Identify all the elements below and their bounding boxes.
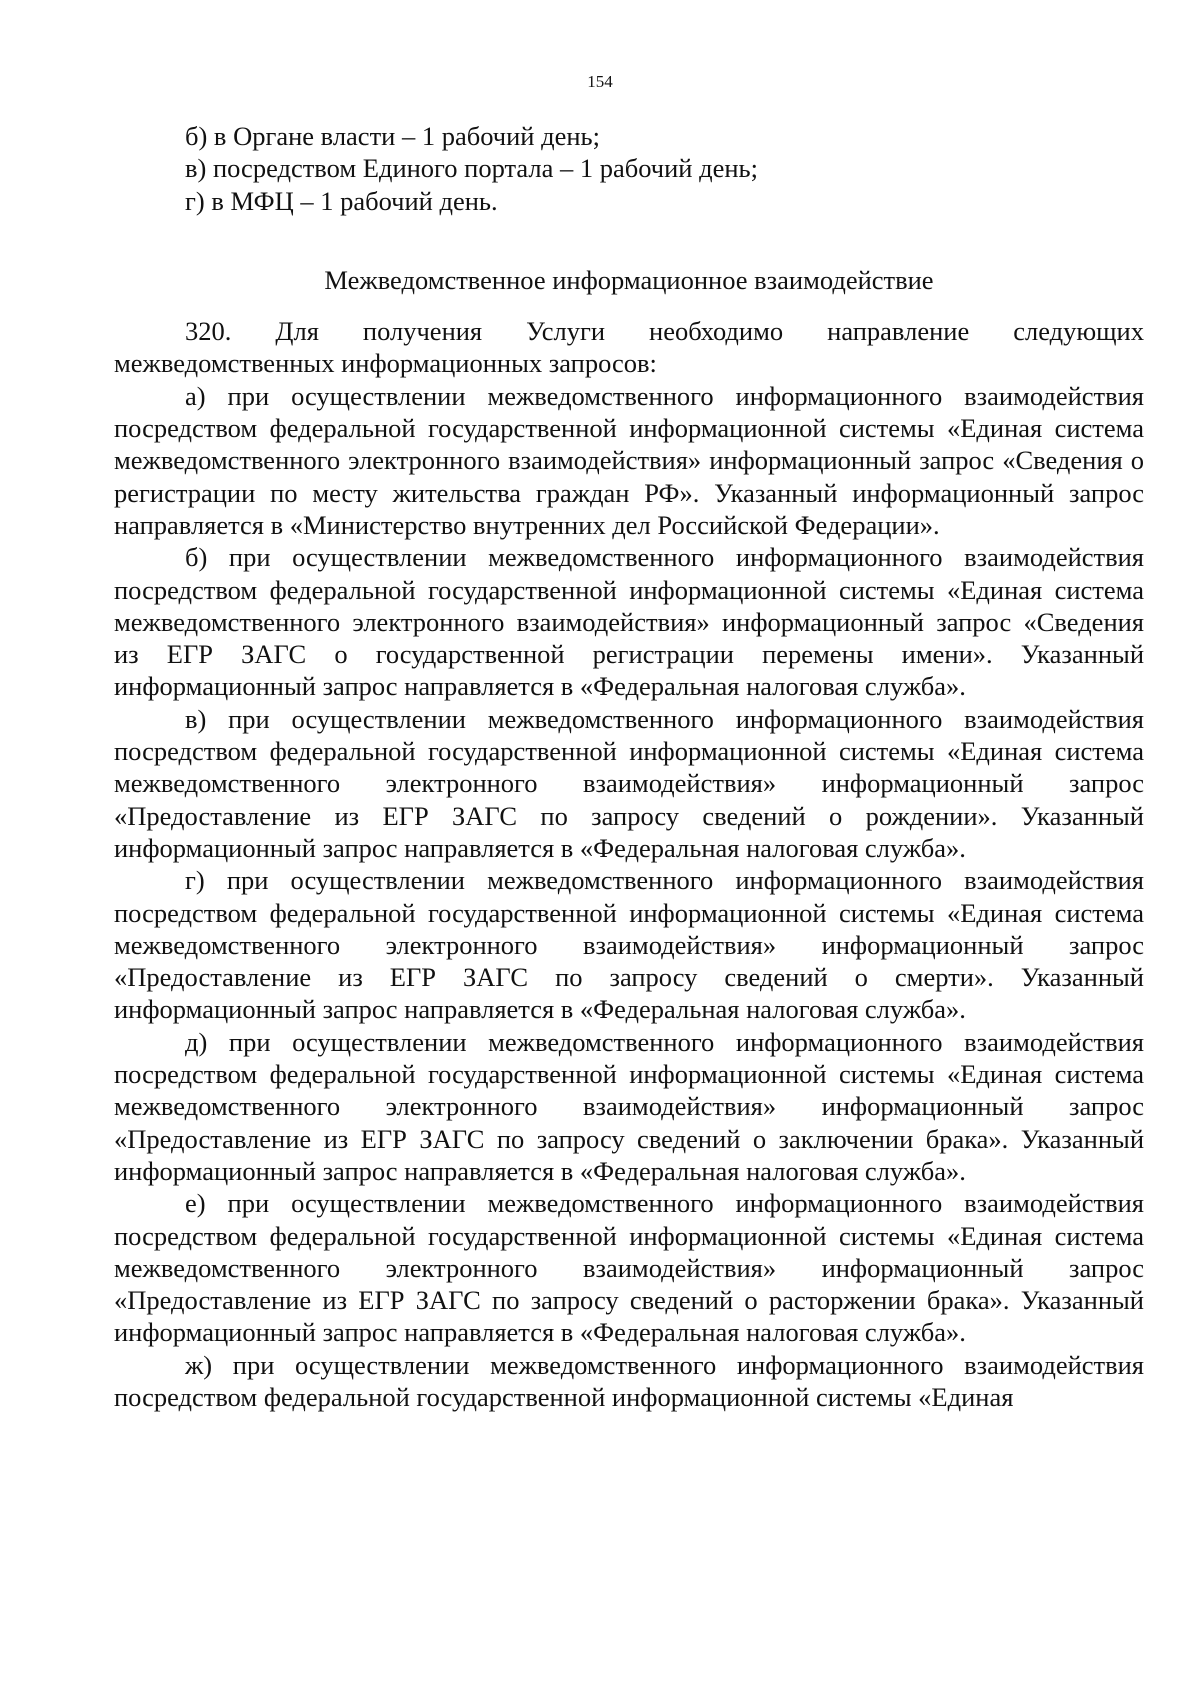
paragraph-item-e: е) при осуществлении межведомственного информационного взаимодействия посредством федеральной государственной информационной системы «Единая система межведомственного электронного взаимодействия» информационный запрос «Предоставление из ЕГР ЗАГС по запросу сведений о расторжении брака». Указанный информационный запрос направляется в «Федеральная налоговая служба». <box>114 1188 1144 1348</box>
intro-item-b: б) в Органе власти – 1 рабочий день; <box>185 121 600 151</box>
document-body <box>114 120 1144 1413</box>
paragraph-item-zh: ж) при осуществлении межведомственного информационного взаимодействия посредством федеральной государственной информационной системы «Единая <box>114 1349 1144 1412</box>
section-heading: Межведомственное информационное взаимодействие <box>324 264 934 295</box>
paragraph-item-v: в) при осуществлении межведомственного информационного взаимодействия посредством федеральной государственной информационной системы «Единая система межведомственного электронного взаимодействия» информационный запрос «Предоставление из ЕГР ЗАГС по запросу сведений о рождении». Указанный информационный запрос направляется в «Федеральная налоговая служба». <box>114 703 1144 863</box>
paragraph-item-a: а) при осуществлении межведомственного информационного взаимодействия посредством федеральной государственной информационной системы «Единая система межведомственного электронного взаимодействия» информационный запрос «Сведения о регистрации по месту жительства граждан РФ». Указанный информационный запрос направляется в «Министерство внутренних дел Российской Федерации». <box>114 380 1144 540</box>
paragraph-item-b: б) при осуществлении межведомственного информационного взаимодействия посредством федеральной государственной информационной системы «Единая система межведомственного электронного взаимодействия» информационный запрос «Сведения из ЕГР ЗАГС о государственной регистрации перемены имени». Указанный информационный запрос направляется в «Федеральная налоговая служба». <box>114 542 1144 702</box>
paragraph-item-d: д) при осуществлении межведомственного информационного взаимодействия посредством федеральной государственной информационной системы «Единая система межведомственного электронного взаимодействия» информационный запрос «Предоставление из ЕГР ЗАГС по запросу сведений о заключении брака». Указанный информационный запрос направляется в «Федеральная налоговая служба». <box>114 1026 1144 1186</box>
intro-item-v: в) посредством Единого портала – 1 рабочий день; <box>185 153 758 184</box>
paragraph-item-g: г) при осуществлении межведомственного информационного взаимодействия посредством федеральной государственной информационной системы «Единая система межведомственного электронного взаимодействия» информационный запрос «Предоставление из ЕГР ЗАГС по запросу сведений о смерти». Указанный информационный запрос направляется в «Федеральная налоговая служба». <box>114 865 1144 1025</box>
page-number: 154 <box>587 72 613 91</box>
intro-item-g: г) в МФЦ – 1 рабочий день. <box>185 185 498 216</box>
paragraph-320: 320. Для получения Услуги необходимо направление следующих межведомственных информационных запросов: <box>114 316 1144 379</box>
